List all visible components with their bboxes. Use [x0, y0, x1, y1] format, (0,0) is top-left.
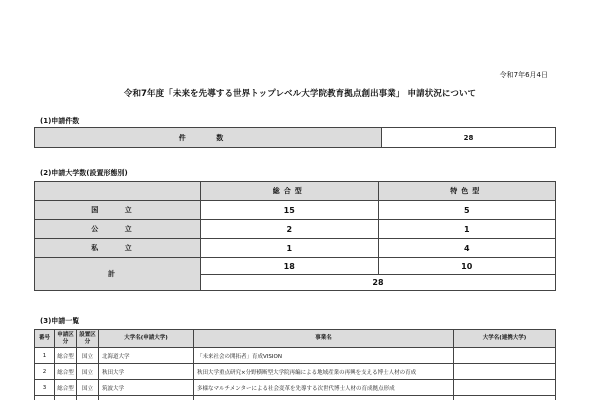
- cell-partner-university: [454, 364, 556, 380]
- table-row: [35, 380, 556, 396]
- section3-heading: (3)申請一覧: [40, 317, 80, 325]
- cell-number: 1: [35, 348, 55, 364]
- cell-applicant-university: 筑波大学: [99, 380, 194, 396]
- cell-establishment-type: 国立: [77, 348, 99, 364]
- cell-applicant-university: 秋田大学: [99, 364, 194, 380]
- cell-total-general: 18: [201, 258, 379, 275]
- cell-application-type: 総合型: [55, 364, 77, 380]
- cell-private-special: 4: [378, 239, 556, 258]
- table-row: [35, 220, 556, 239]
- col-header-general: 総合型: [201, 182, 379, 201]
- cell-application-type: 総合型: [55, 380, 77, 396]
- col-header-special: 特色型: [378, 182, 556, 201]
- table-row: [35, 364, 556, 380]
- header-applicant-university: 大学名(申請大学): [99, 330, 194, 348]
- header-establishment-type: 設置区分: [77, 330, 99, 348]
- header-application-type: 申請区分: [55, 330, 77, 348]
- document-title: 令和7年度「未来を先導する世界トップレベル大学院教育拠点創出事業」 申請状況について: [123, 89, 477, 99]
- cell-applicant-university: 北海道大学: [99, 348, 194, 364]
- application-count-table: [34, 127, 556, 148]
- header-number: 番号: [35, 330, 55, 348]
- table-row: [35, 258, 556, 275]
- table-row: [35, 396, 556, 400]
- cell-partner-university: [454, 348, 556, 364]
- table-row: [35, 239, 556, 258]
- table-row: [35, 201, 556, 220]
- header-partner-university: 大学名(連携大学): [454, 330, 556, 348]
- cell-project-name: 「未来社会の開拓者」育成VISION: [194, 348, 454, 364]
- section2-heading: (2)申請大学数(設置形態別): [40, 169, 128, 177]
- header-project-name: 事業名: [194, 330, 454, 348]
- corner-cell: [35, 182, 201, 201]
- document-date: 令和7年6月4日: [499, 71, 548, 79]
- cell-establishment-type: 国立: [77, 380, 99, 396]
- cell-private-general: 1: [201, 239, 379, 258]
- cell-partner-university: [454, 380, 556, 396]
- count-value: 28: [382, 128, 556, 148]
- cell-national-special: 5: [378, 201, 556, 220]
- row-label-public: 公 立: [35, 220, 201, 239]
- cell-public-general: 2: [201, 220, 379, 239]
- cell-national-general: 15: [201, 201, 379, 220]
- university-count-table: [34, 181, 556, 291]
- row-label-private: 私 立: [35, 239, 201, 258]
- cell-application-type: 総合型: [55, 348, 77, 364]
- cell-grand-total: 28: [201, 275, 556, 291]
- cell-establishment-type: 国立: [77, 364, 99, 380]
- row-label-national: 国 立: [35, 201, 201, 220]
- application-list-table: [34, 329, 556, 400]
- cell-project-name: 多様なマルチメンターによる社会変革を先導する次世代博士人材の育成拠点形成: [194, 380, 454, 396]
- table-header-row: [35, 182, 556, 201]
- cell-number: 3: [35, 380, 55, 396]
- table-header-row: [35, 330, 556, 348]
- section1-heading: (1)申請件数: [40, 117, 80, 125]
- count-label: 件 数: [35, 128, 382, 148]
- cell-number: 2: [35, 364, 55, 380]
- cell-public-special: 1: [378, 220, 556, 239]
- table-row: [35, 348, 556, 364]
- table-row: [35, 128, 556, 148]
- row-label-total: 計: [35, 258, 201, 291]
- cell-project-name: 秋田大学重点研究×分野横断型大学院再編による地域産業の再興を支える博士人材の育成: [194, 364, 454, 380]
- cell-total-special: 10: [378, 258, 556, 275]
